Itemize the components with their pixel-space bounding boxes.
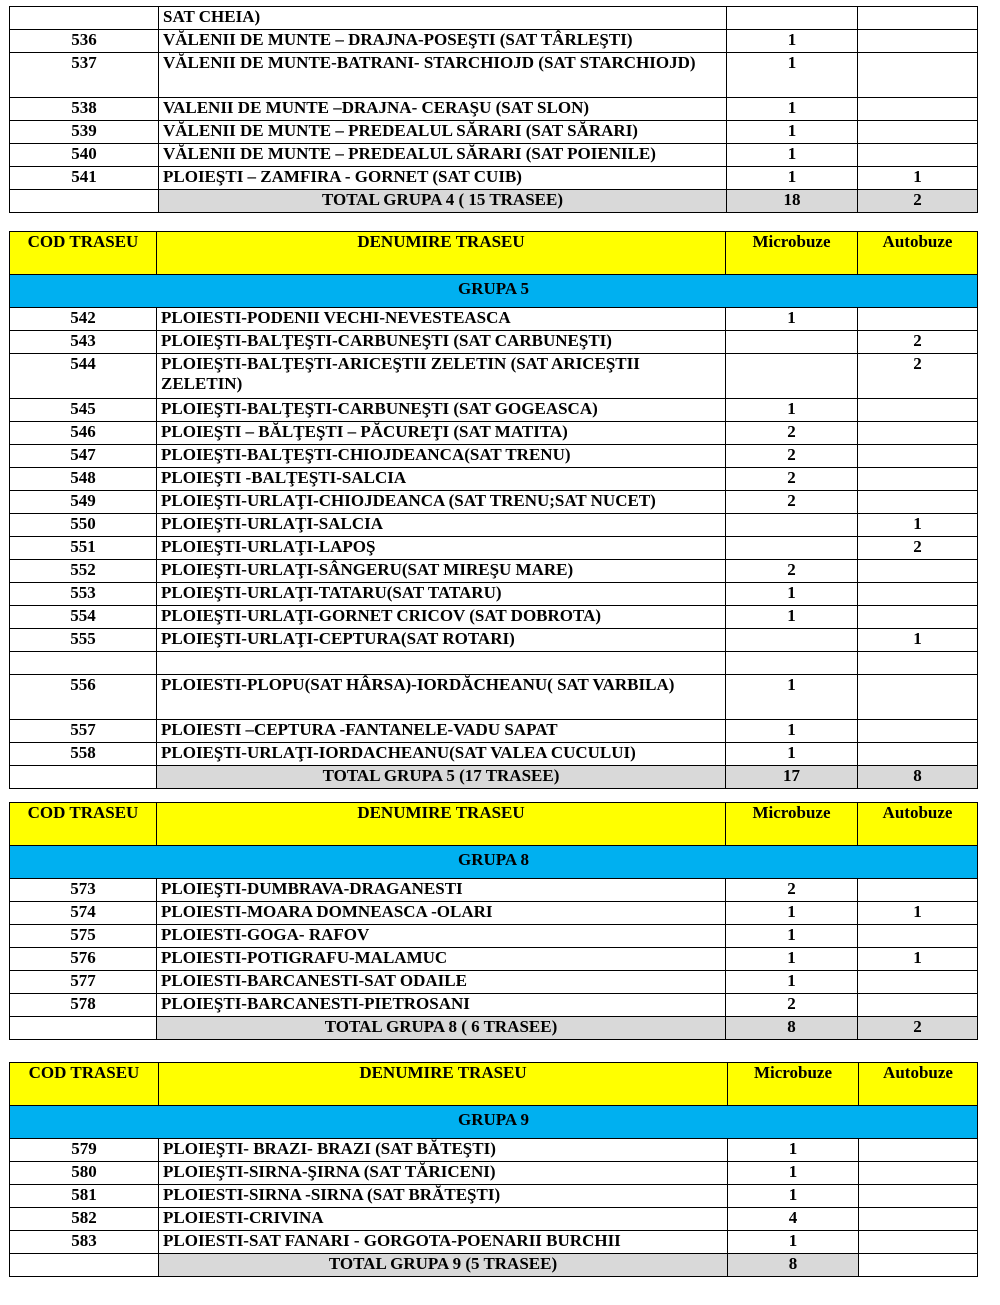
cod-cell: 553 xyxy=(10,583,157,606)
route-name-cell: PLOIEŞTI-URLAŢI-SÂNGERU(SAT MIREŞU MARE) xyxy=(157,560,726,583)
microbuze-cell: 1 xyxy=(726,948,858,971)
microbuze-cell: 2 xyxy=(726,422,858,445)
cod-cell: 582 xyxy=(10,1208,159,1231)
cod-cell: 579 xyxy=(10,1139,159,1162)
route-name-cell: PLOIEŞTI- BRAZI- BRAZI (SAT BĂTEŞTI) xyxy=(159,1139,728,1162)
cod-cell: 544 xyxy=(10,354,157,399)
autobuze-cell xyxy=(858,925,978,948)
cod-cell: 539 xyxy=(10,121,159,144)
autobuze-cell xyxy=(858,468,978,491)
table-row xyxy=(10,445,978,468)
cod-cell: 558 xyxy=(10,743,157,766)
total-autobuze xyxy=(859,1254,978,1277)
microbuze-cell: 2 xyxy=(726,491,858,514)
microbuze-cell xyxy=(727,7,858,30)
cod-cell xyxy=(10,652,157,675)
header-denumire: DENUMIRE TRASEU xyxy=(157,232,726,275)
autobuze-cell xyxy=(858,583,978,606)
blank-cell xyxy=(10,1017,157,1040)
cod-cell: 551 xyxy=(10,537,157,560)
autobuze-cell xyxy=(858,606,978,629)
route-name-cell: PLOIEŞTI-DUMBRAVA-DRAGANESTI xyxy=(157,879,726,902)
group-8-table xyxy=(9,802,978,1040)
cod-cell: 581 xyxy=(10,1185,159,1208)
total-label: TOTAL GRUPA 4 ( 15 TRASEE) xyxy=(159,190,727,213)
route-name-cell: VALENII DE MUNTE –DRAJNA- CERAŞU (SAT SLON) xyxy=(159,98,727,121)
route-name-cell: PLOIESTI-POTIGRAFU-MALAMUC xyxy=(157,948,726,971)
total-microbuze: 18 xyxy=(727,190,858,213)
total-autobuze: 8 xyxy=(858,766,978,789)
table-row xyxy=(10,30,978,53)
blank-cell xyxy=(10,1254,159,1277)
cod-cell: 580 xyxy=(10,1162,159,1185)
route-name-cell: PLOIESTI-GOGA- RAFOV xyxy=(157,925,726,948)
microbuze-cell xyxy=(726,652,858,675)
header-autobuze: Autobuze xyxy=(859,1063,978,1106)
microbuze-cell: 1 xyxy=(726,399,858,422)
cod-cell: 541 xyxy=(10,167,159,190)
total-row xyxy=(10,190,978,213)
table-row xyxy=(10,167,978,190)
route-name-cell: PLOIESTI-SAT FANARI - GORGOTA-POENARII BURCHII xyxy=(159,1231,728,1254)
empty-row xyxy=(10,652,978,675)
route-name-cell: VĂLENII DE MUNTE – PREDEALUL SĂRARI (SAT SĂRARI) xyxy=(159,121,727,144)
microbuze-cell xyxy=(726,537,858,560)
cod-cell: 545 xyxy=(10,399,157,422)
group-4-table xyxy=(9,6,978,213)
microbuze-cell: 1 xyxy=(726,925,858,948)
table-row xyxy=(10,468,978,491)
table-row xyxy=(10,720,978,743)
route-name-cell: PLOIEŞTI-URLAŢI-CHIOJDEANCA (SAT TRENU;SAT NUCET) xyxy=(157,491,726,514)
microbuze-cell xyxy=(726,354,858,399)
table-row xyxy=(10,98,978,121)
header-autobuze: Autobuze xyxy=(858,232,978,275)
route-name-cell: VĂLENII DE MUNTE – PREDEALUL SĂRARI (SAT POIENILE) xyxy=(159,144,727,167)
total-microbuze: 8 xyxy=(726,1017,858,1040)
table-row xyxy=(10,879,978,902)
table-row xyxy=(10,144,978,167)
autobuze-cell xyxy=(858,399,978,422)
cod-cell: 537 xyxy=(10,53,159,98)
group-row xyxy=(10,846,978,879)
table-row xyxy=(10,491,978,514)
total-autobuze: 2 xyxy=(858,1017,978,1040)
autobuze-cell: 1 xyxy=(858,629,978,652)
autobuze-cell xyxy=(858,121,978,144)
route-name-cell: PLOIEŞTI-URLAŢI-IORDACHEANU(SAT VALEA CUCULUI) xyxy=(157,743,726,766)
cod-cell: 555 xyxy=(10,629,157,652)
autobuze-cell xyxy=(858,720,978,743)
header-microbuze: Microbuze xyxy=(728,1063,859,1106)
autobuze-cell: 2 xyxy=(858,354,978,399)
autobuze-cell xyxy=(858,445,978,468)
total-autobuze: 2 xyxy=(858,190,978,213)
group-title: GRUPA 9 xyxy=(10,1106,978,1139)
group-row xyxy=(10,275,978,308)
route-name-cell: SAT CHEIA) xyxy=(159,7,727,30)
microbuze-cell: 1 xyxy=(726,743,858,766)
autobuze-cell xyxy=(858,971,978,994)
header-microbuze: Microbuze xyxy=(726,232,858,275)
header-cod: COD TRASEU xyxy=(10,803,157,846)
autobuze-cell: 1 xyxy=(858,167,978,190)
autobuze-cell: 1 xyxy=(858,902,978,925)
cod-cell: 583 xyxy=(10,1231,159,1254)
microbuze-cell: 1 xyxy=(726,971,858,994)
route-name-cell: PLOIESTI-MOARA DOMNEASCA -OLARI xyxy=(157,902,726,925)
cod-cell: 554 xyxy=(10,606,157,629)
group-4-body xyxy=(10,7,978,213)
microbuze-cell: 2 xyxy=(726,445,858,468)
total-row xyxy=(10,766,978,789)
autobuze-cell xyxy=(859,1208,978,1231)
microbuze-cell: 1 xyxy=(726,308,858,331)
route-name-cell: PLOIESTI-PODENII VECHI-NEVESTEASCA xyxy=(157,308,726,331)
table-row xyxy=(10,53,978,98)
table-row xyxy=(10,1208,978,1231)
autobuze-cell xyxy=(858,652,978,675)
header-row xyxy=(10,803,978,846)
microbuze-cell: 1 xyxy=(727,121,858,144)
autobuze-cell xyxy=(858,98,978,121)
route-name-cell xyxy=(157,652,726,675)
autobuze-cell xyxy=(859,1139,978,1162)
route-name-cell: PLOIEŞTI-BALŢEŞTI-CARBUNEŞTI (SAT CARBUNEŞTI) xyxy=(157,331,726,354)
microbuze-cell: 1 xyxy=(727,144,858,167)
microbuze-cell: 1 xyxy=(728,1162,859,1185)
group-5-body xyxy=(10,232,978,789)
autobuze-cell xyxy=(859,1185,978,1208)
group-title: GRUPA 5 xyxy=(10,275,978,308)
microbuze-cell: 1 xyxy=(726,675,858,720)
cod-cell: 574 xyxy=(10,902,157,925)
cod-cell: 542 xyxy=(10,308,157,331)
cod-cell: 552 xyxy=(10,560,157,583)
route-name-cell: PLOIEŞTI-BALŢEŞTI-ARICEŞTII ZELETIN (SAT ARICEŞTII ZELETIN) xyxy=(157,354,726,399)
microbuze-cell: 2 xyxy=(726,468,858,491)
table-row xyxy=(10,743,978,766)
cod-cell xyxy=(10,7,159,30)
microbuze-cell: 1 xyxy=(728,1185,859,1208)
table-row xyxy=(10,629,978,652)
group-5-table xyxy=(9,231,978,789)
route-name-cell: PLOIESTI-CRIVINA xyxy=(159,1208,728,1231)
cod-cell: 578 xyxy=(10,994,157,1017)
route-name-cell: PLOIEŞTI-URLAŢI-LAPOŞ xyxy=(157,537,726,560)
route-name-cell: VĂLENII DE MUNTE – DRAJNA-POSEŞTI (SAT TÂRLEŞTI) xyxy=(159,30,727,53)
microbuze-cell: 1 xyxy=(727,53,858,98)
autobuze-cell: 1 xyxy=(858,948,978,971)
total-microbuze: 17 xyxy=(726,766,858,789)
table-row xyxy=(10,925,978,948)
microbuze-cell: 1 xyxy=(727,30,858,53)
route-name-cell: PLOIEŞTI-URLAŢI-CEPTURA(SAT ROTARI) xyxy=(157,629,726,652)
autobuze-cell xyxy=(858,422,978,445)
route-name-cell: PLOIEŞTI-URLAŢI-SALCIA xyxy=(157,514,726,537)
microbuze-cell: 2 xyxy=(726,560,858,583)
table-row xyxy=(10,971,978,994)
route-name-cell: PLOIEŞTI-BALŢEŞTI-CHIOJDEANCA(SAT TRENU) xyxy=(157,445,726,468)
microbuze-cell: 1 xyxy=(726,606,858,629)
cod-cell: 576 xyxy=(10,948,157,971)
table-row xyxy=(10,7,978,30)
microbuze-cell: 1 xyxy=(728,1231,859,1254)
microbuze-cell: 1 xyxy=(726,720,858,743)
autobuze-cell xyxy=(858,308,978,331)
table-row xyxy=(10,902,978,925)
autobuze-cell xyxy=(858,743,978,766)
header-cod: COD TRASEU xyxy=(10,232,157,275)
route-name-cell: PLOIEŞTI-BARCANESTI-PIETROSANI xyxy=(157,994,726,1017)
table-row xyxy=(10,606,978,629)
table-row xyxy=(10,1162,978,1185)
cod-cell: 557 xyxy=(10,720,157,743)
route-name-cell: PLOIEŞTI -BALŢEŞTI-SALCIA xyxy=(157,468,726,491)
autobuze-cell xyxy=(858,879,978,902)
cod-cell: 556 xyxy=(10,675,157,720)
table-row xyxy=(10,1139,978,1162)
autobuze-cell xyxy=(859,1162,978,1185)
microbuze-cell: 1 xyxy=(726,583,858,606)
header-denumire: DENUMIRE TRASEU xyxy=(159,1063,728,1106)
group-8-body xyxy=(10,803,978,1040)
table-row xyxy=(10,994,978,1017)
blank-cell xyxy=(10,766,157,789)
autobuze-cell: 2 xyxy=(858,537,978,560)
route-name-cell: PLOIEŞTI-URLAŢI-TATARU(SAT TATARU) xyxy=(157,583,726,606)
cod-cell: 577 xyxy=(10,971,157,994)
total-microbuze: 8 xyxy=(728,1254,859,1277)
table-row xyxy=(10,583,978,606)
group-row xyxy=(10,1106,978,1139)
autobuze-cell: 1 xyxy=(858,514,978,537)
table-row xyxy=(10,948,978,971)
table-row xyxy=(10,514,978,537)
total-row xyxy=(10,1254,978,1277)
cod-cell: 550 xyxy=(10,514,157,537)
cod-cell: 546 xyxy=(10,422,157,445)
autobuze-cell xyxy=(858,30,978,53)
header-row xyxy=(10,1063,978,1106)
table-row xyxy=(10,560,978,583)
cod-cell: 573 xyxy=(10,879,157,902)
route-name-cell: VĂLENII DE MUNTE-BATRANI- STARCHIOJD (SAT STARCHIOJD) xyxy=(159,53,727,98)
route-name-cell: PLOIEŞTI – BĂLŢEŞTI – PĂCUREŢI (SAT MATITA) xyxy=(157,422,726,445)
total-label: TOTAL GRUPA 8 ( 6 TRASEE) xyxy=(157,1017,726,1040)
table-row xyxy=(10,1231,978,1254)
microbuze-cell: 1 xyxy=(727,98,858,121)
total-label: TOTAL GRUPA 9 (5 TRASEE) xyxy=(159,1254,728,1277)
microbuze-cell: 1 xyxy=(727,167,858,190)
autobuze-cell xyxy=(858,994,978,1017)
total-row xyxy=(10,1017,978,1040)
group-title: GRUPA 8 xyxy=(10,846,978,879)
table-row xyxy=(10,354,978,399)
header-microbuze: Microbuze xyxy=(726,803,858,846)
group-9-body xyxy=(10,1063,978,1277)
autobuze-cell: 2 xyxy=(858,331,978,354)
autobuze-cell xyxy=(858,7,978,30)
cod-cell: 547 xyxy=(10,445,157,468)
microbuze-cell: 1 xyxy=(726,902,858,925)
route-name-cell: PLOIESTI-BARCANESTI-SAT ODAILE xyxy=(157,971,726,994)
microbuze-cell xyxy=(726,331,858,354)
autobuze-cell xyxy=(859,1231,978,1254)
route-name-cell: PLOIESTI –CEPTURA -FANTANELE-VADU SAPAT xyxy=(157,720,726,743)
table-row xyxy=(10,331,978,354)
total-label: TOTAL GRUPA 5 (17 TRASEE) xyxy=(157,766,726,789)
table-row xyxy=(10,1185,978,1208)
autobuze-cell xyxy=(858,53,978,98)
cod-cell: 548 xyxy=(10,468,157,491)
route-name-cell: PLOIESTI-PLOPU(SAT HÂRSA)-IORDĂCHEANU( SAT VARBILA) xyxy=(157,675,726,720)
table-row xyxy=(10,399,978,422)
cod-cell: 543 xyxy=(10,331,157,354)
table-row xyxy=(10,121,978,144)
table-row xyxy=(10,675,978,720)
cod-cell: 549 xyxy=(10,491,157,514)
microbuze-cell: 2 xyxy=(726,994,858,1017)
route-name-cell: PLOIEŞTI-BALŢEŞTI-CARBUNEŞTI (SAT GOGEASCA) xyxy=(157,399,726,422)
route-name-cell: PLOIEŞTI – ZAMFIRA - GORNET (SAT CUIB) xyxy=(159,167,727,190)
route-name-cell: PLOIESTI-SIRNA -SIRNA (SAT BRĂTEŞTI) xyxy=(159,1185,728,1208)
header-cod: COD TRASEU xyxy=(10,1063,159,1106)
cod-cell: 536 xyxy=(10,30,159,53)
group-9-table xyxy=(9,1062,978,1277)
header-denumire: DENUMIRE TRASEU xyxy=(157,803,726,846)
table-row xyxy=(10,308,978,331)
autobuze-cell xyxy=(858,491,978,514)
table-row xyxy=(10,537,978,560)
microbuze-cell xyxy=(726,514,858,537)
microbuze-cell xyxy=(726,629,858,652)
autobuze-cell xyxy=(858,675,978,720)
header-autobuze: Autobuze xyxy=(858,803,978,846)
table-row xyxy=(10,422,978,445)
autobuze-cell xyxy=(858,560,978,583)
cod-cell: 540 xyxy=(10,144,159,167)
cod-cell: 575 xyxy=(10,925,157,948)
cod-cell: 538 xyxy=(10,98,159,121)
microbuze-cell: 2 xyxy=(726,879,858,902)
header-row xyxy=(10,232,978,275)
blank-cell xyxy=(10,190,159,213)
route-name-cell: PLOIEŞTI-SIRNA-ŞIRNA (SAT TĂRICENI) xyxy=(159,1162,728,1185)
route-name-cell: PLOIEŞTI-URLAŢI-GORNET CRICOV (SAT DOBROTA) xyxy=(157,606,726,629)
microbuze-cell: 4 xyxy=(728,1208,859,1231)
microbuze-cell: 1 xyxy=(728,1139,859,1162)
autobuze-cell xyxy=(858,144,978,167)
